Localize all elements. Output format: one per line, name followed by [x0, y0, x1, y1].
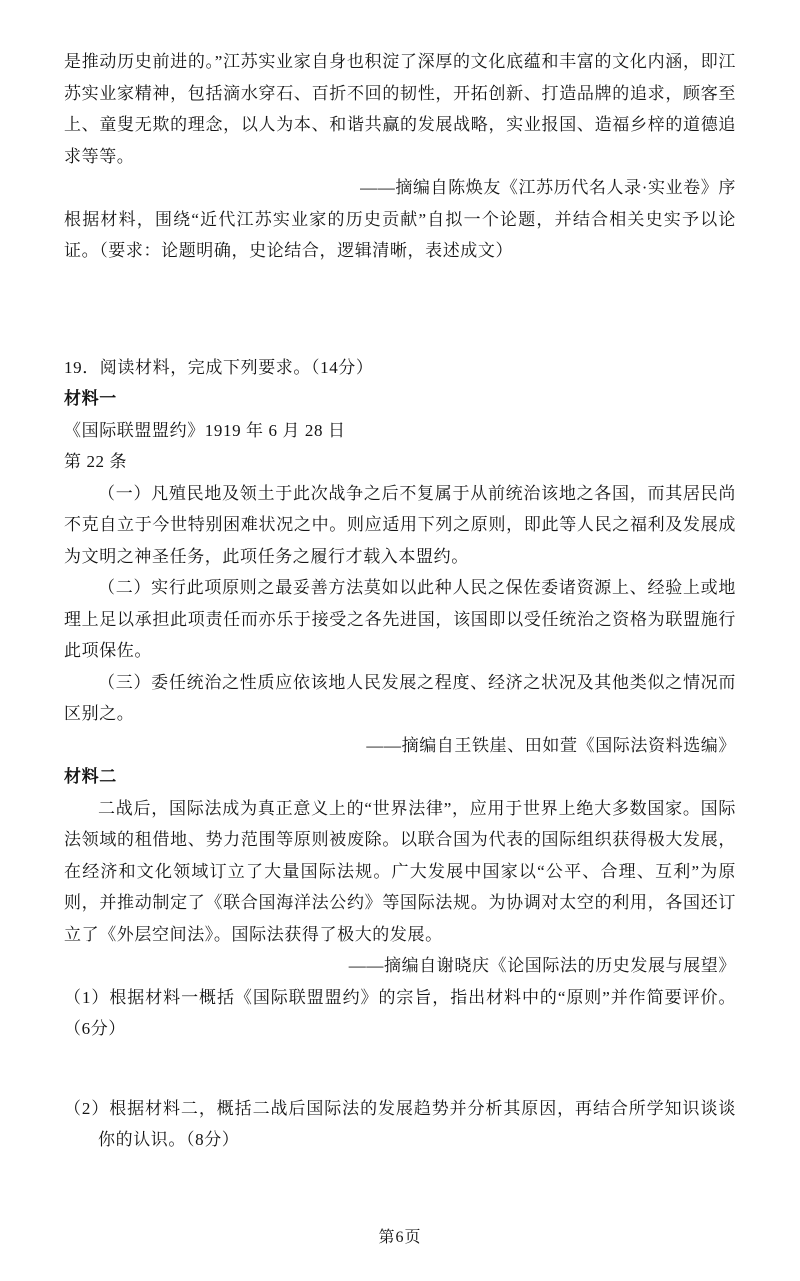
q19-material1-article: 第 22 条 [64, 452, 128, 471]
q19-material2-source: ——摘编自谢晓庆《论国际法的历史发展与展望》 [348, 956, 736, 975]
q19-material1-clause-2: （二）实行此项原则之最妥善方法莫如以此种人民之保佐委诸资源上、经验上或地理上足以承担此项责任而亦乐于接受之各先进国，该国即以受任统治之资格为联盟施行此项保佐。 [64, 578, 736, 660]
q19-material2-label: 材料二 [64, 767, 117, 786]
page-number: 第6页 [378, 1228, 422, 1246]
q19-material2-body: 二战后，国际法成为真正意义上的“世界法律”，应用于世界上绝大多数国家。国际法领域的租借地、势力范围等原则被废除。以联合国为代表的国际组织获得极大发展，在经济和文化领域订立了大量国际法规。广大发展中国家以“公平、合理、互利”为原则，并推动制定了《联合国海洋法公约》等国际法规。为协调对太空的利用，各国还订立了《外层空间法》。国际法获得了极大的发展。 [64, 798, 736, 944]
q18-material-source: ——摘编自陈焕友《江苏历代名人录·实业卷》序 [360, 178, 736, 197]
q18-material-continuation: 是推动历史前进的。”江苏实业家自身也积淀了深厚的文化底蕴和丰富的文化内涵，即江苏实业家精神，包括滴水穿石、百折不回的韧性，开拓创新、打造品牌的追求，顾客至上、童叟无欺的理念，以人为本、和谐共赢的发展战略，实业报国、造福乡梓的道德追求等等。 [64, 52, 736, 166]
q19-material1-clause-1: （一）凡殖民地及领土于此次战争之后不复属于从前统治该地之各国，而其居民尚不克自立于今世特别困难状况之中。则应适用下列之原则，即此等人民之福利及发展成为文明之神圣任务，此项任务之履行才载入本盟约。 [64, 483, 736, 566]
q19-material1-title: 《国际联盟盟约》1919 年 6 月 28 日 [64, 420, 346, 440]
q19-heading: 19．阅读材料，完成下列要求。（14分） [64, 357, 374, 377]
q19-question-2: （2）根据材料二，概括二战后国际法的发展趋势并分析其原因，再结合所学知识谈谈你的认识。（8分） [64, 1098, 736, 1149]
q19-material1-clause-3: （三）委任统治之性质应依该地人民发展之程度、经济之状况及其他类似之情况而区别之。 [64, 672, 736, 723]
q18-task: 根据材料，围绕“近代江苏实业家的历史贡献”自拟一个论题，并结合相关史实予以论证。（要求：论题明确，史论结合，逻辑清晰，表述成文） [64, 209, 736, 260]
q19-question-1: （1）根据材料一概括《国际联盟盟约》的宗旨，指出材料中的“原则”并作简要评价。（6分） [64, 987, 736, 1038]
q19-material1-label: 材料一 [64, 389, 117, 408]
q19-material1-source: ——摘编自王铁崖、田如萱《国际法资料选编》 [366, 735, 736, 755]
